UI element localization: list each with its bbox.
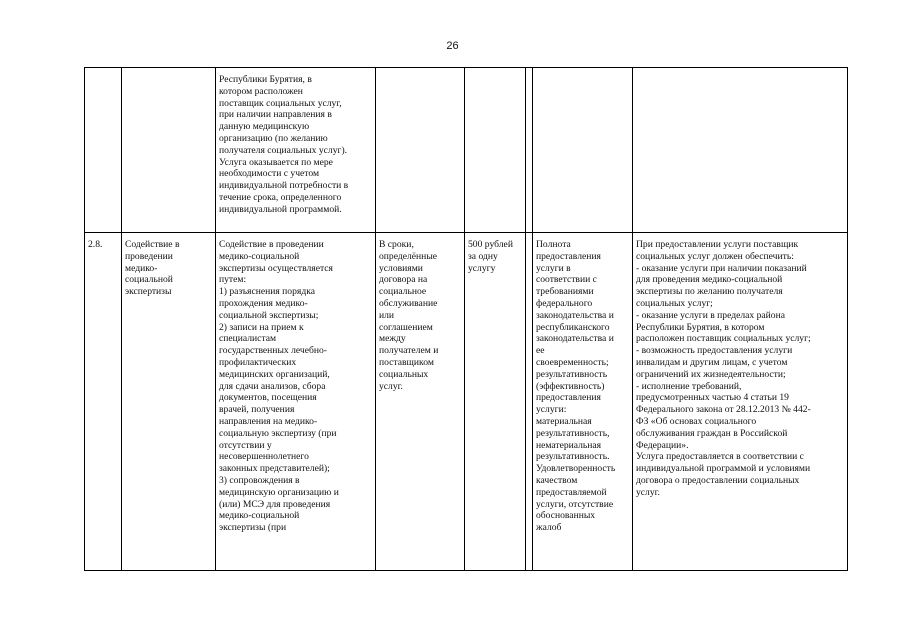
cell-number bbox=[85, 68, 122, 233]
page-number: 26 bbox=[446, 40, 459, 52]
table-row-service-2-8 bbox=[85, 233, 848, 571]
cell-price: 500 рублей за одну услугу bbox=[465, 233, 526, 571]
cell-conditions bbox=[633, 68, 848, 233]
cell-quality bbox=[533, 68, 633, 233]
cell-price bbox=[465, 68, 526, 233]
cell-description: Содействие в проведении медико-социальной экспертизы осуществляется путем: 1) разъяснения порядка прохождения медико- социальной экспертизы; 2) записи на прием к специалистам государственных лечебно- профилактических медицинских организаций, для сдачи анализов, сбора документов, посещения врачей, получения направления на медико- социальную экспертизу (при отсутствии у несовершеннолетнего законных представителей); 3) сопровождения в медицинскую организацию и (или) МСЭ для проведения медико-социальной экспертизы (при bbox=[216, 233, 376, 571]
cell-terms: В сроки, определённые условиями договора на социальное обслуживание или соглашением между получателем и поставщиком социальных услуг. bbox=[376, 233, 465, 571]
cell-description: Республики Бурятия, в котором расположен поставщик социальных услуг, при наличии направления в данную медицинскую организацию (по желанию получателя социальных услуг). Услуга оказывается по мере необходимости с учетом индивидуальной потребности в течение срока, определенного индивидуальной программой. bbox=[216, 68, 376, 233]
cell-number: 2.8. bbox=[85, 233, 122, 571]
table-row-continuation bbox=[85, 68, 848, 233]
cell-service-name: Содействие в проведении медико- социальной экспертизы bbox=[122, 233, 216, 571]
cell-gap bbox=[526, 233, 533, 571]
cell-quality: Полнота предоставления услуги в соответствии с требованиями федерального законодательства и республиканского законодательства и ее своевременность; результативность (эффективность) предоставления услуги: материальная результативность, нематериальная результативность. Удовлетворенность качеством предоставляемой услуги, отсутствие обоснованных жалоб bbox=[533, 233, 633, 571]
cell-gap bbox=[526, 68, 533, 233]
cell-service-name bbox=[122, 68, 216, 233]
cell-terms bbox=[376, 68, 465, 233]
cell-conditions: При предоставлении услуги поставщик социальных услуг должен обеспечить: - оказание услуги при наличии показаний для проведения медико-социальной экспертизы по желанию получателя социальных услуг; - оказание услуги в пределах района Республики Бурятия, в котором расположен поставщик социальных услуг; - возможность предоставления услуги инвалидам и другим лицам, с учетом ограничений их жизнедеятельности; - исполнение требований, предусмотренных частью 4 статьи 19 Федерального закона от 28.12.2013 № 442- ФЗ «Об основах социального обслуживания граждан в Российской Федерации». Услуга предоставляется в соответствии с индивидуальной программой и условиями договора о предоставлении социальных услуг. bbox=[633, 233, 848, 571]
services-table bbox=[84, 67, 848, 571]
